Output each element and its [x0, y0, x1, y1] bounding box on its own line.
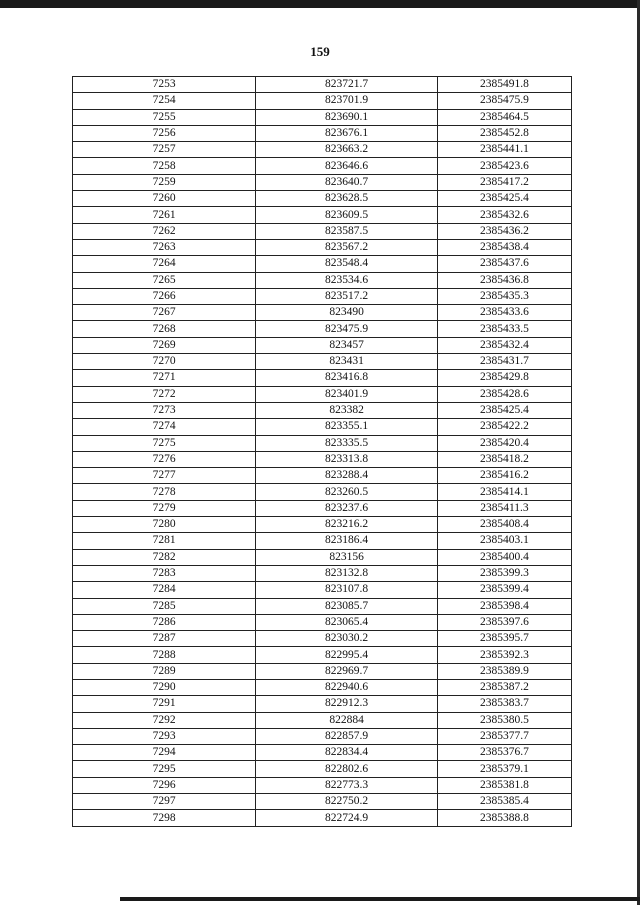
- northing-cell: 2385417.2: [437, 174, 571, 190]
- northing-cell: 2385432.6: [437, 207, 571, 223]
- table-row: [73, 679, 572, 695]
- northing-cell: 2385475.9: [437, 93, 571, 109]
- northing-cell: 2385452.8: [437, 125, 571, 141]
- point-id-cell: 7260: [73, 191, 256, 207]
- point-id-cell: 7287: [73, 631, 256, 647]
- point-id-cell: 7280: [73, 517, 256, 533]
- table-row: [73, 533, 572, 549]
- easting-cell: 823663.2: [256, 142, 438, 158]
- northing-cell: 2385397.6: [437, 614, 571, 630]
- easting-cell: 823517.2: [256, 288, 438, 304]
- northing-cell: 2385398.4: [437, 598, 571, 614]
- point-id-cell: 7257: [73, 142, 256, 158]
- easting-cell: 823701.9: [256, 93, 438, 109]
- table-row: [73, 370, 572, 386]
- northing-cell: 2385437.6: [437, 256, 571, 272]
- point-id-cell: 7275: [73, 435, 256, 451]
- table-row: [73, 435, 572, 451]
- point-id-cell: 7285: [73, 598, 256, 614]
- point-id-cell: 7262: [73, 223, 256, 239]
- point-id-cell: 7294: [73, 745, 256, 761]
- northing-cell: 2385388.8: [437, 810, 571, 826]
- easting-cell: 823475.9: [256, 321, 438, 337]
- point-id-cell: 7261: [73, 207, 256, 223]
- easting-cell: 823186.4: [256, 533, 438, 549]
- easting-cell: 823132.8: [256, 565, 438, 581]
- point-id-cell: 7264: [73, 256, 256, 272]
- point-id-cell: 7271: [73, 370, 256, 386]
- point-id-cell: 7281: [73, 533, 256, 549]
- easting-cell: 823107.8: [256, 582, 438, 598]
- northing-cell: 2385428.6: [437, 386, 571, 402]
- easting-cell: 823030.2: [256, 631, 438, 647]
- easting-cell: 822750.2: [256, 794, 438, 810]
- northing-cell: 2385403.1: [437, 533, 571, 549]
- northing-cell: 2385420.4: [437, 435, 571, 451]
- easting-cell: 823609.5: [256, 207, 438, 223]
- easting-cell: 823416.8: [256, 370, 438, 386]
- easting-cell: 822940.6: [256, 679, 438, 695]
- table-row: [73, 223, 572, 239]
- easting-cell: 823085.7: [256, 598, 438, 614]
- point-id-cell: 7297: [73, 794, 256, 810]
- table-row: [73, 647, 572, 663]
- easting-cell: 823721.7: [256, 77, 438, 93]
- northing-cell: 2385387.2: [437, 679, 571, 695]
- table-row: [73, 207, 572, 223]
- table-row: [73, 761, 572, 777]
- northing-cell: 2385491.8: [437, 77, 571, 93]
- table-row: [73, 663, 572, 679]
- northing-cell: 2385389.9: [437, 663, 571, 679]
- northing-cell: 2385431.7: [437, 354, 571, 370]
- table-row: [73, 142, 572, 158]
- point-id-cell: 7277: [73, 468, 256, 484]
- easting-cell: 823260.5: [256, 484, 438, 500]
- point-id-cell: 7269: [73, 337, 256, 353]
- easting-cell: 823216.2: [256, 517, 438, 533]
- point-id-cell: 7291: [73, 696, 256, 712]
- northing-cell: 2385441.1: [437, 142, 571, 158]
- easting-cell: 823587.5: [256, 223, 438, 239]
- point-id-cell: 7293: [73, 728, 256, 744]
- point-id-cell: 7288: [73, 647, 256, 663]
- table-row: [73, 239, 572, 255]
- easting-cell: 822802.6: [256, 761, 438, 777]
- northing-cell: 2385425.4: [437, 191, 571, 207]
- table-row: [73, 500, 572, 516]
- northing-cell: 2385422.2: [437, 419, 571, 435]
- easting-cell: 823431: [256, 354, 438, 370]
- table-row: [73, 565, 572, 581]
- northing-cell: 2385383.7: [437, 696, 571, 712]
- table-row: [73, 468, 572, 484]
- table-row: [73, 174, 572, 190]
- easting-cell: 822884: [256, 712, 438, 728]
- table-row: [73, 386, 572, 402]
- northing-cell: 2385418.2: [437, 451, 571, 467]
- coordinates-table: [72, 76, 572, 827]
- easting-cell: 823567.2: [256, 239, 438, 255]
- easting-cell: 823335.5: [256, 435, 438, 451]
- point-id-cell: 7263: [73, 239, 256, 255]
- easting-cell: 823640.7: [256, 174, 438, 190]
- table-row: [73, 631, 572, 647]
- table-row: [73, 272, 572, 288]
- easting-cell: 823548.4: [256, 256, 438, 272]
- table-row: [73, 794, 572, 810]
- point-id-cell: 7253: [73, 77, 256, 93]
- point-id-cell: 7279: [73, 500, 256, 516]
- point-id-cell: 7284: [73, 582, 256, 598]
- point-id-cell: 7267: [73, 305, 256, 321]
- easting-cell: 823382: [256, 402, 438, 418]
- easting-cell: 822969.7: [256, 663, 438, 679]
- table-row: [73, 712, 572, 728]
- point-id-cell: 7282: [73, 549, 256, 565]
- easting-cell: 822912.3: [256, 696, 438, 712]
- table-row: [73, 549, 572, 565]
- northing-cell: 2385379.1: [437, 761, 571, 777]
- point-id-cell: 7273: [73, 402, 256, 418]
- point-id-cell: 7272: [73, 386, 256, 402]
- easting-cell: 822834.4: [256, 745, 438, 761]
- point-id-cell: 7270: [73, 354, 256, 370]
- table-row: [73, 696, 572, 712]
- table-row: [73, 745, 572, 761]
- table-row: [73, 614, 572, 630]
- easting-cell: 822773.3: [256, 777, 438, 793]
- table-row: [73, 125, 572, 141]
- northing-cell: 2385414.1: [437, 484, 571, 500]
- northing-cell: 2385438.4: [437, 239, 571, 255]
- table-row: [73, 321, 572, 337]
- point-id-cell: 7298: [73, 810, 256, 826]
- table-row: [73, 598, 572, 614]
- point-id-cell: 7296: [73, 777, 256, 793]
- point-id-cell: 7266: [73, 288, 256, 304]
- easting-cell: 823646.6: [256, 158, 438, 174]
- easting-cell: 822857.9: [256, 728, 438, 744]
- point-id-cell: 7289: [73, 663, 256, 679]
- scan-edge-bottom: [120, 897, 640, 901]
- easting-cell: 823534.6: [256, 272, 438, 288]
- northing-cell: 2385399.4: [437, 582, 571, 598]
- northing-cell: 2385381.8: [437, 777, 571, 793]
- table-row: [73, 402, 572, 418]
- point-id-cell: 7276: [73, 451, 256, 467]
- point-id-cell: 7265: [73, 272, 256, 288]
- table-row: [73, 810, 572, 826]
- table-row: [73, 484, 572, 500]
- table-row: [73, 77, 572, 93]
- northing-cell: 2385392.3: [437, 647, 571, 663]
- point-id-cell: 7278: [73, 484, 256, 500]
- point-id-cell: 7274: [73, 419, 256, 435]
- northing-cell: 2385380.5: [437, 712, 571, 728]
- table-row: [73, 93, 572, 109]
- northing-cell: 2385436.2: [437, 223, 571, 239]
- easting-cell: 822724.9: [256, 810, 438, 826]
- table-row: [73, 354, 572, 370]
- table-row: [73, 158, 572, 174]
- easting-cell: 823690.1: [256, 109, 438, 125]
- northing-cell: 2385423.6: [437, 158, 571, 174]
- point-id-cell: 7292: [73, 712, 256, 728]
- easting-cell: 823490: [256, 305, 438, 321]
- easting-cell: 823237.6: [256, 500, 438, 516]
- table-row: [73, 777, 572, 793]
- easting-cell: 823065.4: [256, 614, 438, 630]
- northing-cell: 2385376.7: [437, 745, 571, 761]
- point-id-cell: 7254: [73, 93, 256, 109]
- easting-cell: 823313.8: [256, 451, 438, 467]
- point-id-cell: 7286: [73, 614, 256, 630]
- easting-cell: 822995.4: [256, 647, 438, 663]
- easting-cell: 823457: [256, 337, 438, 353]
- point-id-cell: 7255: [73, 109, 256, 125]
- point-id-cell: 7258: [73, 158, 256, 174]
- table-row: [73, 728, 572, 744]
- table-row: [73, 109, 572, 125]
- point-id-cell: 7256: [73, 125, 256, 141]
- northing-cell: 2385433.5: [437, 321, 571, 337]
- table-row: [73, 517, 572, 533]
- coordinates-table-body: [73, 77, 572, 827]
- table-row: [73, 419, 572, 435]
- point-id-cell: 7290: [73, 679, 256, 695]
- table-row: [73, 305, 572, 321]
- table-row: [73, 451, 572, 467]
- table-row: [73, 191, 572, 207]
- easting-cell: 823401.9: [256, 386, 438, 402]
- northing-cell: 2385400.4: [437, 549, 571, 565]
- page-number: 159: [310, 44, 330, 59]
- easting-cell: 823355.1: [256, 419, 438, 435]
- table-row: [73, 582, 572, 598]
- northing-cell: 2385395.7: [437, 631, 571, 647]
- northing-cell: 2385436.8: [437, 272, 571, 288]
- point-id-cell: 7283: [73, 565, 256, 581]
- easting-cell: 823288.4: [256, 468, 438, 484]
- northing-cell: 2385377.7: [437, 728, 571, 744]
- northing-cell: 2385408.4: [437, 517, 571, 533]
- northing-cell: 2385433.6: [437, 305, 571, 321]
- northing-cell: 2385411.3: [437, 500, 571, 516]
- northing-cell: 2385429.8: [437, 370, 571, 386]
- northing-cell: 2385416.2: [437, 468, 571, 484]
- easting-cell: 823156: [256, 549, 438, 565]
- northing-cell: 2385399.3: [437, 565, 571, 581]
- point-id-cell: 7259: [73, 174, 256, 190]
- northing-cell: 2385432.4: [437, 337, 571, 353]
- northing-cell: 2385464.5: [437, 109, 571, 125]
- northing-cell: 2385385.4: [437, 794, 571, 810]
- scan-edge-top: [0, 0, 640, 8]
- table-row: [73, 337, 572, 353]
- easting-cell: 823628.5: [256, 191, 438, 207]
- northing-cell: 2385435.3: [437, 288, 571, 304]
- northing-cell: 2385425.4: [437, 402, 571, 418]
- point-id-cell: 7295: [73, 761, 256, 777]
- table-row: [73, 288, 572, 304]
- point-id-cell: 7268: [73, 321, 256, 337]
- table-row: [73, 256, 572, 272]
- easting-cell: 823676.1: [256, 125, 438, 141]
